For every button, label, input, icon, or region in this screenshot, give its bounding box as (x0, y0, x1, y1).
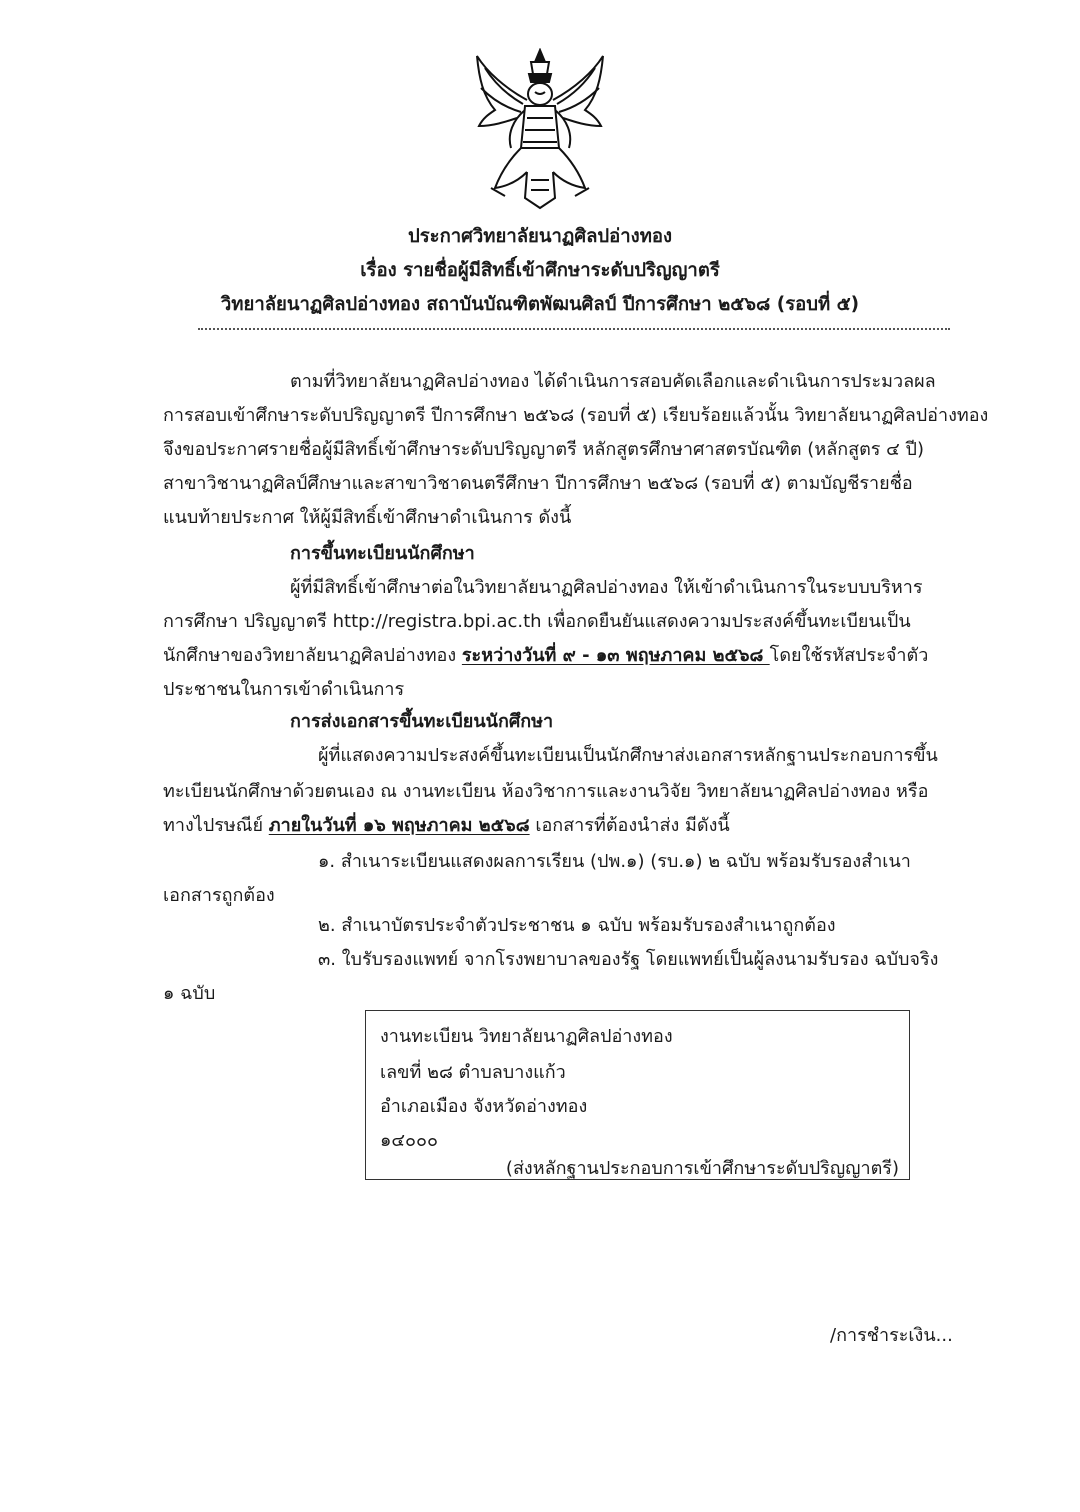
intro-line: การสอบเข้าศึกษาระดับปริญญาตรี ปีการศึกษา ๒๕๖๘ (รอบที่ ๕) เรียบร้อยแล้วนั้น วิทยาลัยนาฏศิลปอ่างทอง (163, 405, 989, 426)
page-continuation: /การชำระเงิน... (830, 1325, 953, 1346)
address-note: (ส่งหลักฐานประกอบการเข้าศึกษาระดับปริญญาตรี) (505, 1158, 899, 1179)
document-item-3: ๓. ใบรับรองแพทย์ จากโรงพยาบาลของรัฐ โดยแพทย์เป็นผู้ลงนามรับรอง ฉบับจริง (318, 949, 939, 970)
garuda-emblem-icon (465, 48, 615, 213)
registration-period: ระหว่างวันที่ ๙ - ๑๓ พฤษภาคม ๒๕๖๘ (461, 645, 770, 666)
registration-line (163, 640, 928, 669)
documents-deadline: ภายในวันที่ ๑๖ พฤษภาคม ๒๕๖๘ (268, 815, 530, 836)
registration-text: โดยใช้รหัสประจำตัว (769, 645, 929, 666)
registration-line: ประชาชนในการเข้าดำเนินการ (163, 679, 405, 700)
documents-text: ทางไปรษณีย์ (163, 815, 269, 836)
intro-line: ตามที่วิทยาลัยนาฏศิลปอ่างทอง ได้ดำเนินการสอบคัดเลือกและดำเนินการประมวลผล (290, 371, 936, 392)
section-heading-documents: การส่งเอกสารขึ้นทะเบียนนักศึกษา (290, 711, 554, 732)
documents-line: ผู้ที่แสดงความประสงค์ขึ้นทะเบียนเป็นนักศึกษาส่งเอกสารหลักฐานประกอบการขึ้น (318, 745, 938, 766)
section-heading-registration: การขึ้นทะเบียนนักศึกษา (290, 543, 475, 564)
announcement-subject: เรื่อง รายชื่อผู้มีสิทธิ์เข้าศึกษาระดับปริญญาตรี (360, 260, 720, 281)
registration-text: นักศึกษาของวิทยาลัยนาฏศิลปอ่างทอง (163, 645, 462, 666)
announcement-title: ประกาศวิทยาลัยนาฏศิลปอ่างทอง (407, 226, 673, 247)
intro-line: แนบท้ายประกาศ ให้ผู้มีสิทธิ์เข้าศึกษาดำเนินการ ดังนี้ (163, 507, 572, 528)
dotted-divider (198, 328, 950, 330)
document-item-1: ๑. สำเนาระเบียนแสดงผลการเรียน (ปพ.๑) (รบ.๑) ๒ ฉบับ พร้อมรับรองสำเนา (318, 851, 911, 872)
document-item-1-cont: เอกสารถูกต้อง (163, 885, 275, 906)
registration-line: การศึกษา ปริญญาตรี http://registra.bpi.ac.th เพื่อกดยืนยันแสดงความประสงค์ขึ้นทะเบียนเป็น (163, 611, 911, 632)
announcement-institution: วิทยาลัยนาฏศิลปอ่างทอง สถาบันบัณฑิตพัฒนศิลป์ ปีการศึกษา ๒๕๖๘ (รอบที่ ๕) (220, 294, 860, 315)
address-line: เลขที่ ๒๘ ตำบลบางแก้ว (380, 1062, 566, 1083)
address-line: อำเภอเมือง จังหวัดอ่างทอง (380, 1096, 588, 1117)
registration-line: ผู้ที่มีสิทธิ์เข้าศึกษาต่อในวิทยาลัยนาฏศิลปอ่างทอง ให้เข้าดำเนินการในระบบบริหาร (290, 577, 923, 598)
document-item-2: ๒. สำเนาบัตรประจำตัวประชาชน ๑ ฉบับ พร้อมรับรองสำเนาถูกต้อง (318, 915, 836, 936)
intro-line: จึงขอประกาศรายชื่อผู้มีสิทธิ์เข้าศึกษาระดับปริญญาตรี หลักสูตรศึกษาศาสตรบัณฑิต (หลักสูตร ๔ ปี) (163, 439, 924, 460)
address-box (365, 1010, 910, 1180)
address-line: งานทะเบียน วิทยาลัยนาฏศิลปอ่างทอง (380, 1026, 673, 1047)
documents-line: ทะเบียนนักศึกษาด้วยตนเอง ณ งานทะเบียน ห้องวิชาการและงานวิจัย วิทยาลัยนาฏศิลปอ่างทอง หรือ (163, 781, 929, 802)
address-postcode: ๑๔๐๐๐ (380, 1130, 439, 1151)
intro-line: สาขาวิชานาฏศิลป์ศึกษาและสาขาวิชาดนตรีศึกษา ปีการศึกษา ๒๕๖๘ (รอบที่ ๕) ตามบัญชีรายชื่อ (163, 473, 913, 494)
documents-line (163, 810, 730, 839)
documents-text: เอกสารที่ต้องนำส่ง มีดังนี้ (529, 815, 730, 836)
document-item-3-cont: ๑ ฉบับ (163, 983, 216, 1004)
